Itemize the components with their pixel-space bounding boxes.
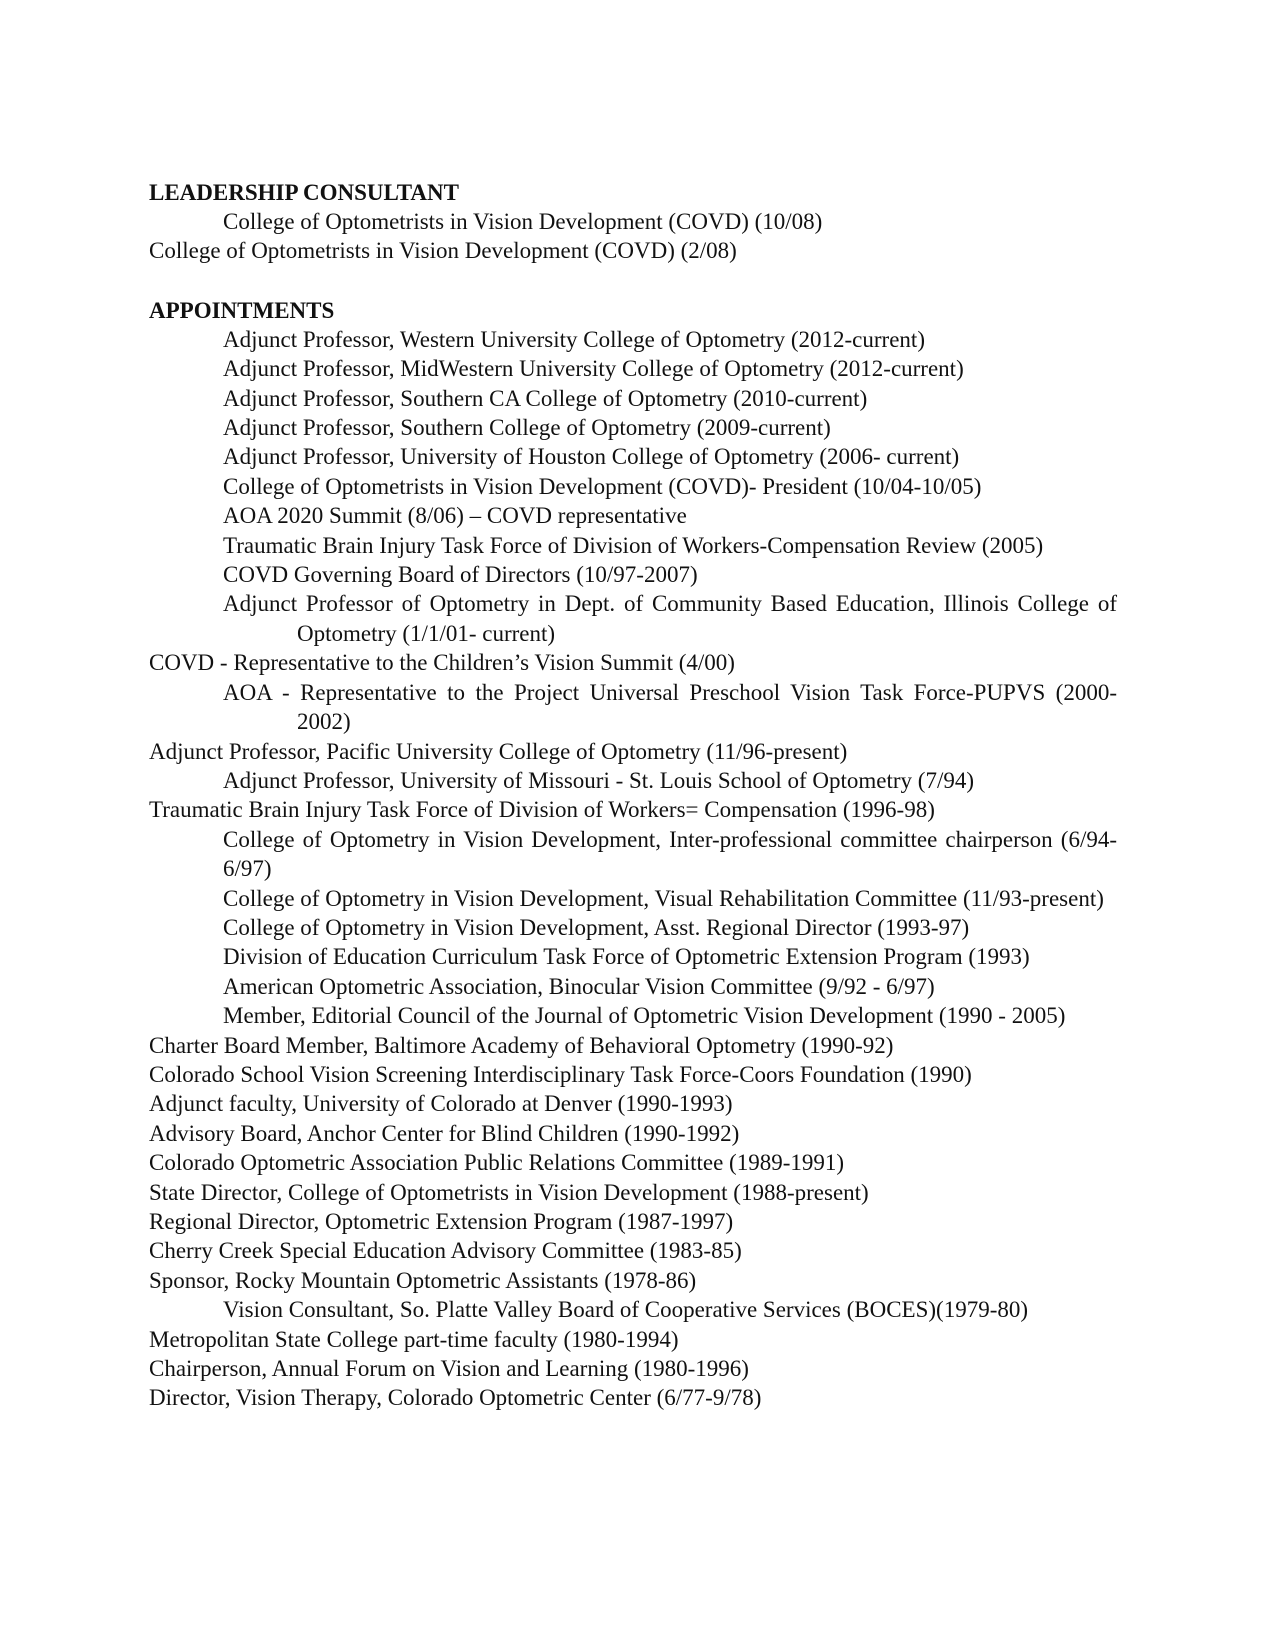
- list-item: College of Optometry in Vision Development, Visual Rehabilitation Committee (11/93-present): [223, 885, 1104, 911]
- list-item: Colorado School Vision Screening Interdisciplinary Task Force-Coors Foundation (1990): [149, 1061, 972, 1087]
- list-item: Adjunct Professor of Optometry in Dept. of Community Based Education, Illinois College of Optometry (1/1/01- current): [223, 591, 1117, 646]
- list-item: Member, Editorial Council of the Journal of Optometric Vision Development (1990 - 2005): [223, 1003, 1066, 1029]
- appointments-list: [149, 325, 1117, 1413]
- section-spacer: [149, 266, 1117, 296]
- list-item: Advisory Board, Anchor Center for Blind Children (1990-1992): [149, 1120, 740, 1146]
- list-item: Cherry Creek Special Education Advisory Committee (1983-85): [149, 1238, 742, 1264]
- list-item: College of Optometry in Vision Development, Asst. Regional Director (1993-97): [223, 914, 970, 940]
- list-item: Vision Consultant, So. Platte Valley Board of Cooperative Services (BOCES)(1979-80): [223, 1297, 1029, 1323]
- list-item: Charter Board Member, Baltimore Academy of Behavioral Optometry (1990-92): [149, 1032, 894, 1058]
- list-item: Traumatic Brain Injury Task Force of Division of Workers-Compensation Review (2005): [223, 532, 1044, 558]
- list-item: [149, 825, 1117, 884]
- list-item: Adjunct Professor, Pacific University College of Optometry (11/96-present): [149, 738, 848, 764]
- list-item: Regional Director, Optometric Extension Program (1987-1997): [149, 1209, 734, 1234]
- list-item: Adjunct Professor, Southern CA College of Optometry (2010-current): [223, 385, 868, 411]
- section-heading-leadership-consultant: LEADERSHIP CONSULTANT: [149, 180, 459, 205]
- list-item: American Optometric Association, Binocular Vision Committee (9/92 - 6/97): [223, 973, 935, 999]
- list-item: Metropolitan State College part-time faculty (1980-1994): [149, 1326, 679, 1352]
- document-body: [149, 178, 1117, 1413]
- list-item: Chairperson, Annual Forum on Vision and Learning (1980-1996): [149, 1356, 749, 1382]
- list-item: Adjunct Professor, Southern College of Optometry (2009-current): [223, 415, 831, 441]
- list-item: Adjunct Professor, Western University College of Optometry (2012-current): [223, 326, 925, 352]
- list-item: Adjunct faculty, University of Colorado at Denver (1990-1993): [149, 1091, 733, 1117]
- list-item: Division of Education Curriculum Task Force of Optometric Extension Program (1993): [223, 944, 1030, 970]
- list-item: Adjunct Professor, MidWestern University College of Optometry (2012-current): [223, 356, 964, 382]
- list-item: Colorado Optometric Association Public Relations Committee (1989-1991): [149, 1150, 845, 1176]
- list-item: College of Optometrists in Vision Development (COVD) (10/08): [223, 209, 823, 234]
- list-item: State Director, College of Optometrists in Vision Development (1988-present): [149, 1179, 869, 1205]
- list-item: COVD - Representative to the Children’s Vision Summit (4/00): [149, 650, 735, 676]
- list-item: Director, Vision Therapy, Colorado Optometric Center (6/77-9/78): [149, 1385, 762, 1411]
- list-item: AOA 2020 Summit (8/06) – COVD representative: [223, 503, 687, 529]
- list-item: AOA - Representative to the Project Universal Preschool Vision Task Force-PUPVS (2000-2002): [223, 679, 1117, 735]
- section-heading-appointments: APPOINTMENTS: [149, 297, 335, 323]
- list-item: COVD Governing Board of Directors (10/97-2007): [223, 562, 698, 588]
- list-item: Traumatic Brain Injury Task Force of Division of Workers= Compensation (1996-98): [149, 797, 935, 823]
- leadership-list: [149, 207, 1117, 266]
- list-item: Sponsor, Rocky Mountain Optometric Assistants (1978-86): [149, 1267, 697, 1293]
- list-item: College of Optometrists in Vision Development (COVD) (2/08): [149, 238, 737, 264]
- list-item: Adjunct Professor, University of Houston College of Optometry (2006- current): [223, 444, 960, 470]
- list-item-text: College of Optometry in Vision Development, Inter-professional committee chairperson (6/94-6/97): [223, 826, 1117, 882]
- list-item: College of Optometrists in Vision Development (COVD)- President (10/04-10/05): [223, 473, 982, 499]
- list-item: Adjunct Professor, University of Missouri - St. Louis School of Optometry (7/94): [223, 767, 974, 793]
